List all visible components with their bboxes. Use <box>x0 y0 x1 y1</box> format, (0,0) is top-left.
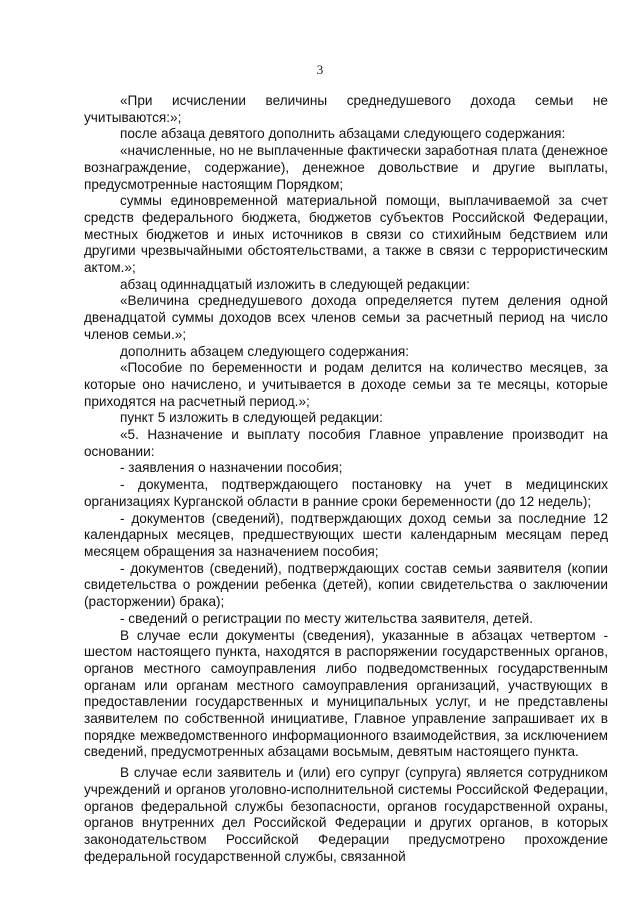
paragraph: «Величина среднедушевого дохода определяется путем деления одной двенадцатой суммы доходов всех членов семьи за расчетный период на число членов семьи.»; <box>84 293 608 342</box>
paragraph: дополнить абзацем следующего содержания: <box>120 343 410 359</box>
paragraph: суммы единовременной материальной помощи, выплачиваемой за счет средств федерального бюджета, бюджетов субъектов Российской Федерации, местных бюджетов и иных источников в связи со стихийным бедствием или другими чрезвычайными обстоятельствами, а также в связи с террористическим актом.»; <box>84 193 608 276</box>
list-item: - документов (сведений), подтверждающих доход семьи за последние 12 календарных месяцев, предшествующих шести календарным месяцам перед месяцем обращения за назначением пособия; <box>84 510 608 559</box>
list-item: - сведений о регистрации по месту жительства заявителя, детей. <box>120 610 534 626</box>
paragraph: после абзаца девятого дополнить абзацами следующего содержания: <box>120 126 566 142</box>
paragraph: В случае если заявитель и (или) его супруг (супруга) является сотрудником учреждений и органов уголовно-исполнительной системы Российской Федерации, органов федеральной службы безопасности, органов государственной охраны, органов внутренних дел Российской Федерации и других органов, в которых законодательством Российской Федерации предусмотрено прохождение федеральной государственной службы, связанной <box>84 765 608 864</box>
paragraph: «начисленные, но не выплаченные фактически заработная плата (денежное вознаграждение, содержание), денежное довольствие и другие выплаты, предусмотренные настоящим Порядком; <box>84 143 608 192</box>
list-item: - документов (сведений), подтверждающих состав семьи заявителя (копии свидетельства о рождении ребенка (детей), копии свидетельства о заключении (расторжении) брака); <box>84 560 608 610</box>
list-item: - заявления о назначении пособия; <box>120 460 343 476</box>
list-item: - документа, подтверждающего постановку на учет в медицинских организациях Курганской области в ранние сроки беременности (до 12 недель); <box>84 477 608 509</box>
document-body <box>84 93 608 865</box>
paragraph: «При исчислении величины среднедушевого дохода семьи не учитываются:»; <box>84 93 608 125</box>
page-number: 3 <box>316 62 324 77</box>
paragraph: «5. Назначение и выплату пособия Главное управление производит на основании: <box>84 427 608 459</box>
paragraph: «Пособие по беременности и родам делится на количество месяцев, за которые оно начислено, и учитывается в доходе семьи за те месяцы, которые приходятся на расчетный период.»; <box>84 360 608 409</box>
paragraph: пункт 5 изложить в следующей редакции: <box>120 410 383 426</box>
paragraph: В случае если документы (сведения), указанные в абзацах четвертом - шестом настоящего пункта, находятся в распоряжении государственных органов, органов местного самоуправления либо подведомственных государственным органам или органам местного самоуправления организаций, участвующих в предоставлении государственных и муниципальных услуг, и не представлены заявителем по собственной инициативе, Главное управление запрашивает их в порядке межведомственного информационного взаимодействия, за исключением сведений, предусмотренных абзацами восьмым, девятым настоящего пункта. <box>84 627 608 760</box>
paragraph: абзац одиннадцатый изложить в следующей редакции: <box>120 276 470 292</box>
